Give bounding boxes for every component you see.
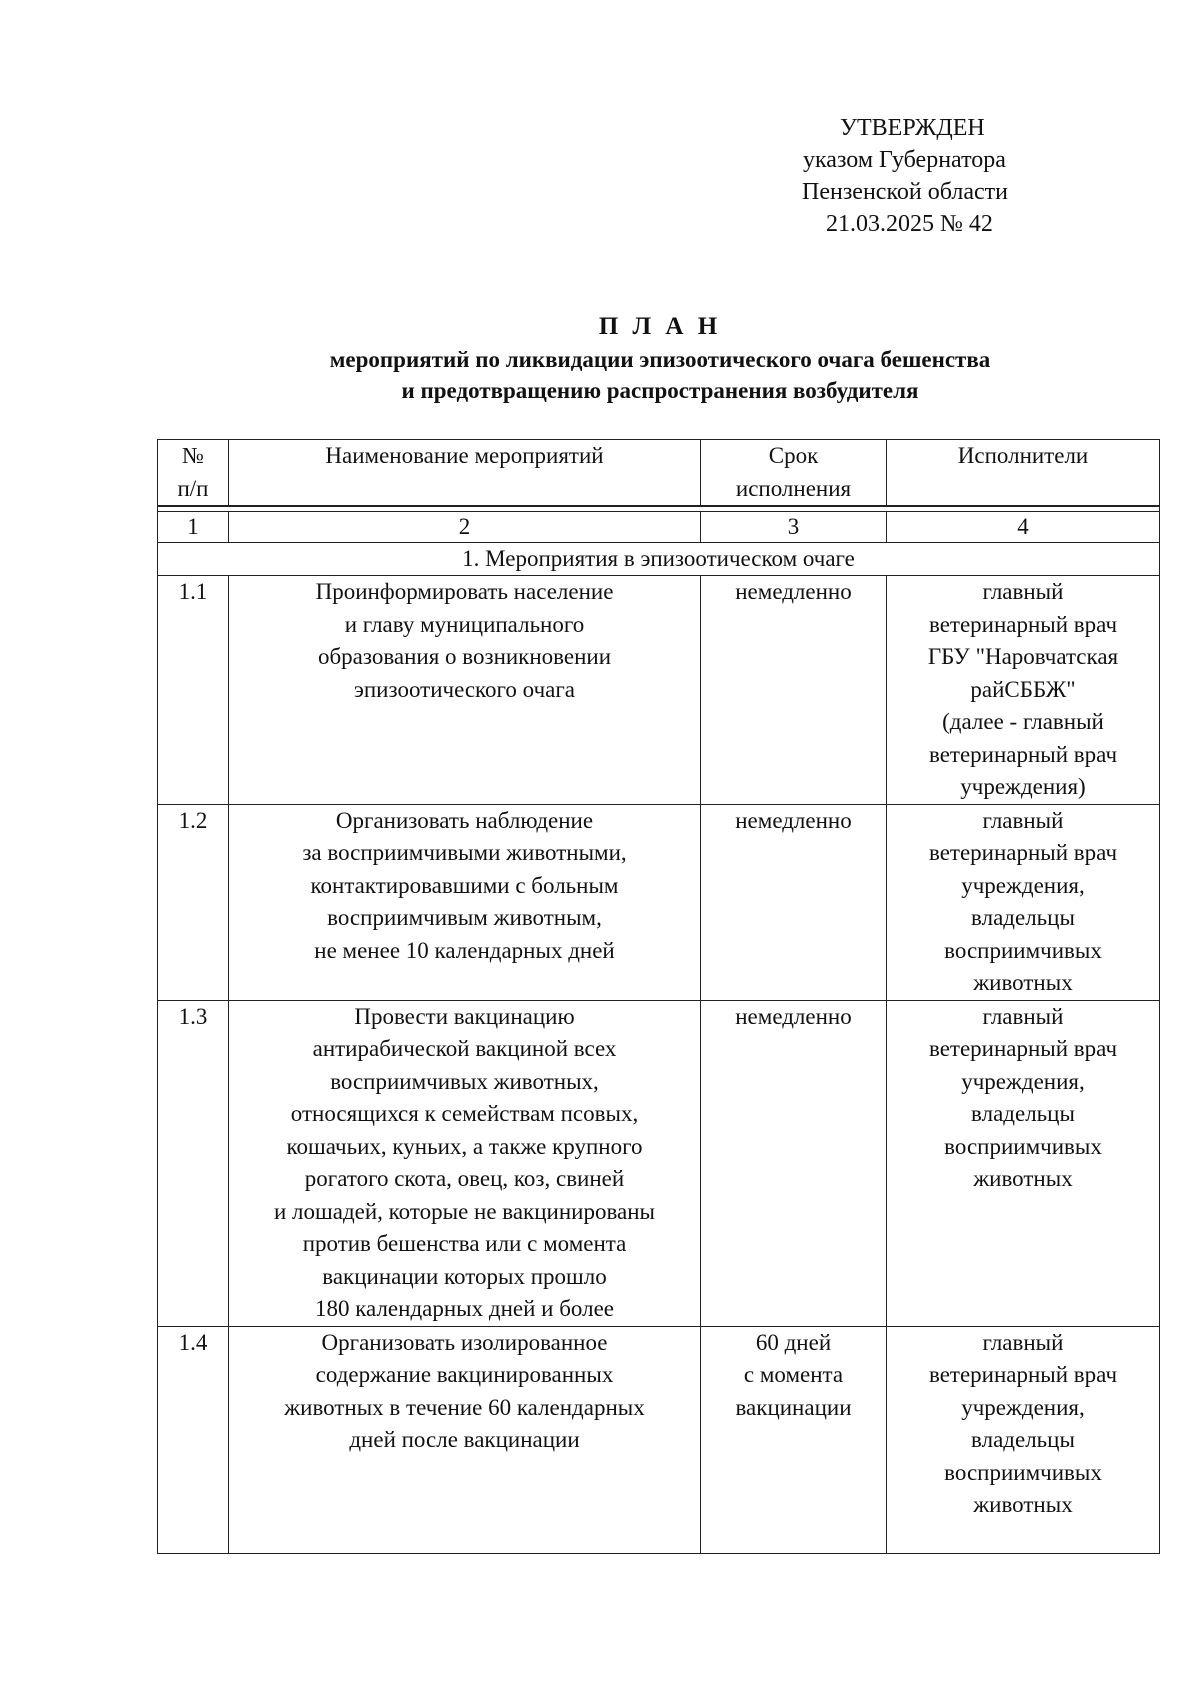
document-title <box>160 310 1160 406</box>
row-activity: Проинформировать население и главу муниципального образования о возникновении эпизоотического очага <box>229 576 701 805</box>
row-activity: Организовать наблюдение за восприимчивыми животными, контактировавшими с больным восприимчивым животным, не менее 10 календарных дней <box>229 804 701 1000</box>
row-executors: главный ветеринарный врач учреждения, владельцы восприимчивых животных <box>887 804 1160 1000</box>
row-number: 1.3 <box>158 1000 229 1326</box>
table-row <box>158 1326 1160 1553</box>
column-number-3: 3 <box>701 512 887 543</box>
section-title: 1. Мероприятия в эпизоотическом очаге <box>158 543 1160 576</box>
header-executors: Исполнители <box>887 440 1160 507</box>
column-number-1: 1 <box>158 512 229 543</box>
column-number-4: 4 <box>887 512 1160 543</box>
approval-line-date-number: 21.03.2025 № 42 <box>826 211 993 237</box>
row-number: 1.1 <box>158 576 229 805</box>
row-executors: главный ветеринарный врач учреждения, владельцы восприимчивых животных <box>887 1000 1160 1326</box>
header-deadline: Срок исполнения <box>701 440 887 507</box>
row-deadline: немедленно <box>701 804 887 1000</box>
plan-table <box>157 439 1160 1554</box>
row-deadline: немедленно <box>701 1000 887 1326</box>
row-executors: главный ветеринарный врач учреждения, владельцы восприимчивых животных <box>887 1326 1160 1553</box>
row-number: 1.2 <box>158 804 229 1000</box>
row-executors: главный ветеринарный врач ГБУ "Наровчатская райСББЖ" (далее - главный ветеринарный врач учреждения) <box>887 576 1160 805</box>
row-deadline: 60 дней с момента вакцинации <box>701 1326 887 1553</box>
table-row <box>158 576 1160 805</box>
header-activity-name: Наименование мероприятий <box>229 440 701 507</box>
header-number: № п/п <box>158 440 229 507</box>
row-number: 1.4 <box>158 1326 229 1553</box>
row-deadline: немедленно <box>701 576 887 805</box>
column-numbers-row <box>158 512 1160 543</box>
title-plan: П Л А Н <box>598 313 722 340</box>
table-row <box>158 1000 1160 1326</box>
approval-line-approved: УТВЕРЖДЕН <box>840 115 985 141</box>
row-activity: Организовать изолированное содержание вакцинированных животных в течение 60 календарных дней после вакцинации <box>229 1326 701 1553</box>
title-subtitle-line1: мероприятий по ликвидации эпизоотического очага бешенства <box>329 347 991 372</box>
row-activity: Провести вакцинацию антирабической вакциной всех восприимчивых животных, относящихся к семействам псовых, кошачьих, куньих, а также крупного рогатого скота, овец, коз, свиней и лошадей, которые не вакцинированы против бешенства или с момента вакцинации которых прошло 180 календарных дней и более <box>229 1000 701 1326</box>
table-header-row <box>158 440 1160 507</box>
title-subtitle-line2: и предотвращению распространения возбудителя <box>401 378 919 403</box>
section-row <box>158 543 1160 576</box>
approval-line-region: Пензенской области <box>802 179 1008 205</box>
table-row <box>158 804 1160 1000</box>
column-number-2: 2 <box>229 512 701 543</box>
approval-line-decree: указом Губернатора <box>803 147 1006 173</box>
approval-stamp <box>770 112 1070 240</box>
